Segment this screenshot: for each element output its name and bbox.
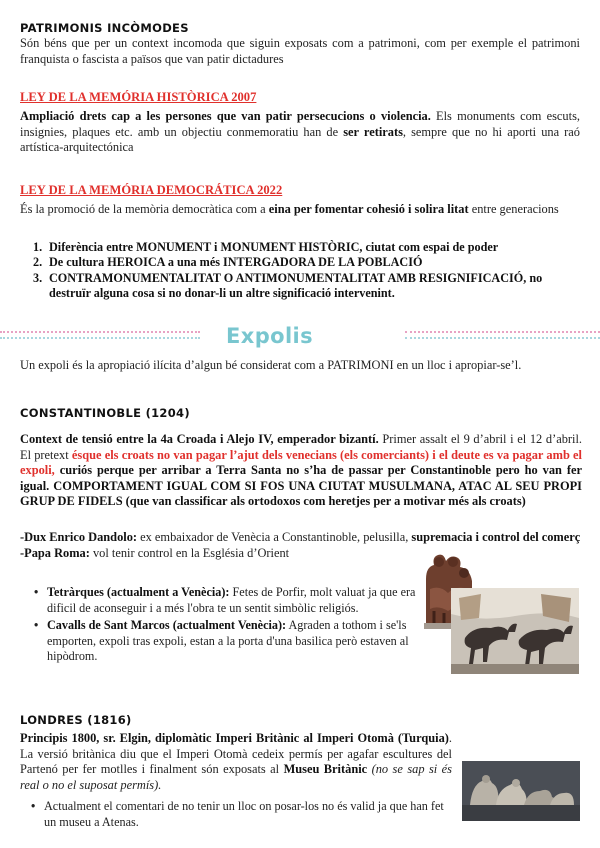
divider-dots-right-bottom (405, 337, 600, 339)
parthenon-marbles-image (462, 761, 580, 821)
list-item: 3. CONTRAMONUMENTALITAT O ANTIMONUMENTALITAT AMB RESIGNIFICACIÓ, no destruïr alguna cosa si no donar-li un altre significació intervenint. (33, 270, 543, 301)
section-heading-constantinoble: CONSTANTINOBLE (1204) (20, 406, 190, 420)
horses-of-saint-mark-image (451, 588, 579, 674)
ley-2007-bold-1: Ampliació drets cap a les persones que van patir persecucions o violencia. (20, 109, 431, 123)
divider-dots-right-top (405, 331, 600, 333)
expolis-title: Expolis (226, 324, 314, 348)
ley-2022-bold-1: eina per fomentar cohesió i solira litat (268, 202, 469, 216)
section-heading-londres: LONDRES (1816) (20, 713, 132, 727)
divider-dots-left-bottom (0, 337, 200, 339)
expolis-definition: Un expoli és la apropiació ilícita d’algun bé considerat com a PATRIMONI en un lloc i apropiar-se’l. (20, 358, 522, 372)
list-item: • Tetràrques (actualment a Venècia): Fetes de Porfir, molt valuat ja que era dificil de aconseguir i a més l'obra te un sentit simbòlic religiós. (33, 585, 418, 616)
londres-paragraph: Principis 1800, sr. Elgin, diplomàtic Imperi Britànic al Imperi Otomà (Turquia). La versió britànica diu que el Imperi Otomà cedeix permís per agafar escultures del Partenó per fer motlles i finalment són exposats al Museu Britànic (no se sap si és real o no el suposat permís). (20, 731, 452, 792)
papa-line: -Papa Roma: vol tenir control en la Església d’Orient (20, 546, 290, 560)
ley-2007-text-1: Els monuments com escuts, insignies, plaques etc. amb un objectiu conmemoratiu han de (20, 109, 580, 139)
ley-2022-text-2: entre generacions (468, 202, 559, 216)
ley-2022-text-1: És la promoció de la memòria democràtica com a (20, 202, 269, 216)
ley-2007-title: LEY DE LA MEMÓRIA HISTÒRICA 2007 (20, 90, 257, 104)
ley-2022-title: LEY DE LA MEMÓRIA DEMOCRÁTICA 2022 (20, 183, 283, 197)
ley-2022-paragraph (20, 202, 590, 218)
key-points-list (33, 240, 563, 302)
ley-2007-text-2: , sempre que no hi aporti una raó artística-arquitectónica (20, 124, 580, 155)
constantinoble-paragraph: Context de tensió entre la 4a Croada i Alejo IV, emperador bizantí. Primer assalt el 9 d’abril i el 12 d’abril. El pretext ésque els croats no van pagar l’ajut dels venecians (els comerciants) i el deute es va pagar amb el expoli, curiós perque per arribar a Terra Santa no s’ha de passar per Constantinoble pero ho van fer igual. COMPORTAMENT IGUAL COM SI FOS UNA CIUTAT MUSULMANA, ATAC AL SEU PROPI GRUP DE FIDELS (que van classificar als ortodoxos com heretjes per a motivar més als croats) (20, 432, 583, 509)
patrimonis-paragraph: Són béns que per un context incomoda que siguin exposats com a patrimoni, com per exemple el patrimoni franquista o fascista a països que van patir dictadures (20, 36, 580, 66)
ley-2007-paragraph (20, 109, 580, 156)
list-item: • Cavalls de Sant Marcos (actualment Venècia): Agraden a tothom i se'ls emporten, expoli tras expoli, estan a la porta d'una basilica però estaven al hipòdrom. (33, 618, 418, 665)
londres-bullets (30, 799, 452, 830)
list-item: • Actualment el comentari de no tenir un lloc on posar-los no és valid ja que han fet un museu a Atenas. (30, 799, 452, 830)
constantinoble-bullets (33, 585, 418, 665)
section-heading-patrimonis: PATRIMONIS INCÒMODES (20, 21, 189, 35)
list-item: 2. De cultura HEROICA a una més INTERGADORA DE LA POBLACIÓ (33, 255, 423, 270)
divider-dots-left-top (0, 331, 200, 333)
list-item: 1. Diferència entre MONUMENT i MONUMENT HISTÒRIC, ciutat com espai de poder (33, 240, 499, 254)
constantinoble-red-text: ésque els croats no van pagar l’ajut dels venecians (els comerciants) i el deute es va pagar amb el expoli, (20, 447, 583, 478)
ley-2007-bold-2: ser retirats (343, 124, 403, 139)
dux-line: -Dux Enrico Dandolo: ex embaixador de Venècia a Constantinoble, pelusilla, supremacia i control del comerç (20, 530, 581, 544)
